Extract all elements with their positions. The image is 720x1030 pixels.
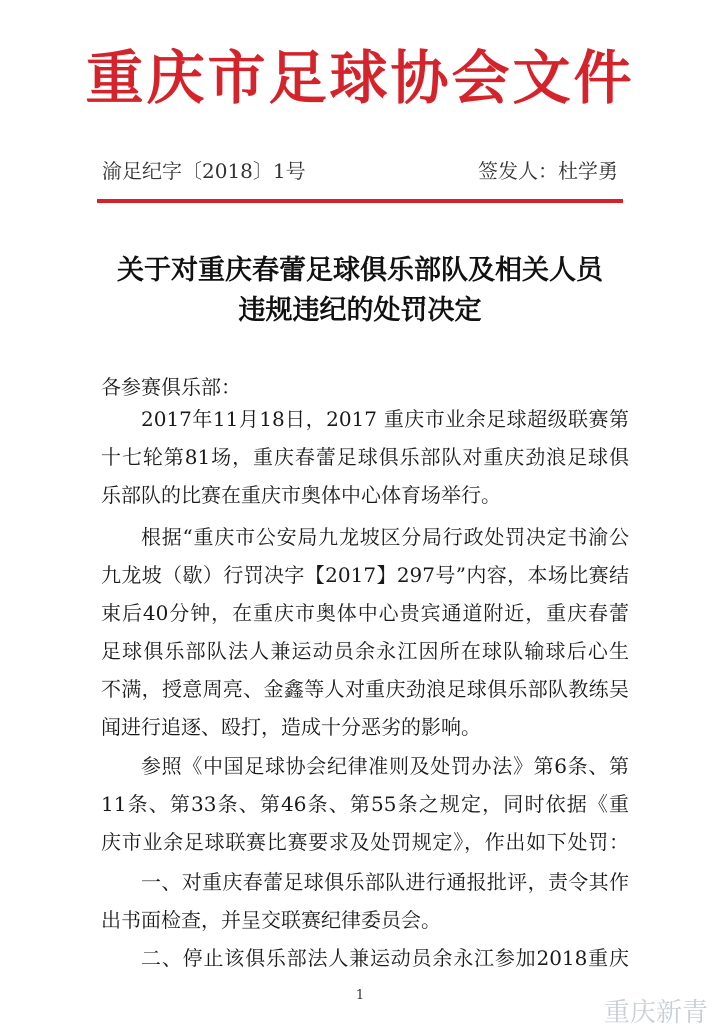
body-line: 二、停止该俱乐部法人兼运动员余永江参加2018重庆 (141, 946, 629, 970)
body-line: 参照《中国足球协会纪律准则及处罚办法》第6条、第 (141, 754, 629, 778)
document-title-line-2: 违规违纪的处罚决定 (238, 295, 482, 326)
body-line: 一、对重庆春蕾足球俱乐部队进行通报批评，责令其作 (141, 870, 629, 894)
body-line: 庆市业余足球联赛比赛要求及处罚规定》，作出如下处罚： (101, 830, 629, 854)
document-number: 渝足纪字〔2018〕1号 (102, 159, 306, 183)
body-line: 足球俱乐部队法人兼运动员余永江因所在球队输球后心生 (101, 639, 629, 663)
body-line: 九龙坡（歇）行罚决字【2017】297号”内容，本场比赛结 (101, 563, 629, 587)
body-line: 束后40分钟，在重庆市奥体中心贵宾通道附近，重庆春蕾 (101, 601, 629, 625)
body-line: 出书面检查，并呈交联赛纪律委员会。 (101, 908, 441, 932)
document-header-title: 重庆市足球协会文件 (85, 44, 635, 112)
body-line: 闻进行追逐、殴打，造成十分恶劣的影响。 (101, 715, 481, 739)
watermark-logo: 重庆新青 (603, 998, 708, 1028)
page-number: 1 (355, 988, 365, 1003)
body-line: 2017年11月18日，2017 重庆市业余足球超级联赛第 (141, 407, 629, 431)
body-line: 不满，授意周亮、金鑫等人对重庆劲浪足球俱乐部队教练吴 (101, 677, 629, 701)
body-line: 十七轮第81场，重庆春蕾足球俱乐部队对重庆劲浪足球俱 (101, 445, 629, 469)
salutation: 各参赛俱乐部： (101, 375, 241, 399)
body-line: 乐部队的比赛在重庆市奥体中心体育场举行。 (101, 483, 501, 507)
document-title-line-1: 关于对重庆春蕾足球俱乐部队及相关人员 (117, 255, 603, 286)
header-divider (97, 199, 623, 203)
document-issuer: 签发人：杜学勇 (478, 159, 618, 183)
body-line: 根据“重庆市公安局九龙坡区分局行政处罚决定书渝公 (141, 525, 629, 549)
body-line: 11条、第33条、第46条、第55条之规定，同时依据《重 (101, 792, 629, 816)
